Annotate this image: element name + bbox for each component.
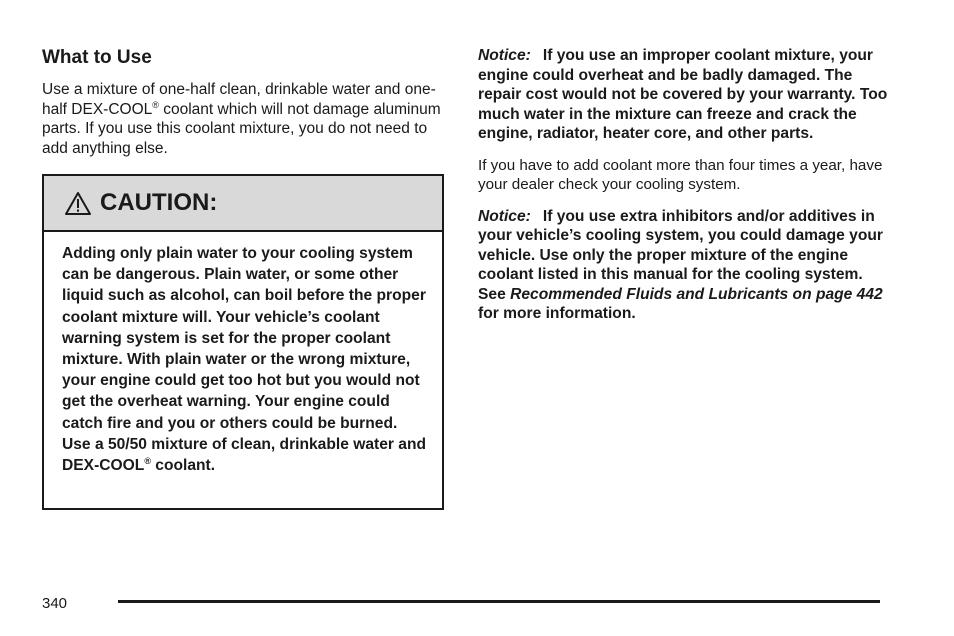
notice-inhibitors [478, 207, 888, 324]
section-heading: What to Use [42, 47, 152, 68]
caution-text-2: coolant. [150, 457, 216, 475]
caution-title: CAUTION: [100, 189, 218, 216]
add-coolant-paragraph: If you have to add coolant more than four times a year, have your dealer check your cooling system. [478, 156, 883, 193]
right-column [478, 46, 888, 336]
notice-text: If you use an improper coolant mixture, your engine could overheat and be badly damaged. The repair cost would not be covered by your warranty. Too much water in the mixture can freeze and crack the engine, radiator, heater core, and other parts. [478, 47, 888, 142]
intro-paragraph [42, 80, 446, 158]
intro-text-2: coolant which will not damage aluminum parts. If you use this coolant mixture, you do not need to add anything else. [42, 100, 441, 157]
registered-mark: ® [144, 456, 151, 467]
caution-header [44, 176, 442, 232]
page-number: 340 [42, 595, 68, 612]
warning-triangle-icon [64, 191, 92, 216]
caution-text [44, 232, 442, 476]
caution-box [42, 174, 444, 510]
cross-reference-link[interactable]: Recommended Fluids and Lubricants on page 442 [510, 285, 883, 303]
intro-text-1: Use a mixture of one-half clean, drinkable water and one-half DEX-COOL [42, 81, 436, 118]
caution-text-1: Adding only plain water to your cooling system can be dangerous. Plain water, or some other liquid such as alcohol, can boil before the proper coolant mixture will. Your vehicle’s coolant warning system is set for the proper coolant mixture. With plain water or the wrong mixture, your engine could get too hot but you would not get the overheat warning. Your engine could catch fire and you or others could be burned. Use a 50/50 mixture of clean, drinkable water and DEX-COOL [62, 245, 427, 475]
registered-mark: ® [152, 99, 159, 110]
footer-rule [118, 600, 880, 603]
notice-text: If you use extra inhibitors and/or additives in your vehicle’s cooling system, you could damage your vehicle. Use only the proper mixture of the engine coolant listed in this manual for the cooling system. See [478, 207, 883, 303]
notice-text-end: for more information. [478, 305, 636, 322]
notice-label: Notice: [478, 47, 531, 64]
left-column [42, 46, 446, 158]
notice-label: Notice: [478, 207, 531, 225]
notice-coolant-mixture [478, 46, 888, 144]
